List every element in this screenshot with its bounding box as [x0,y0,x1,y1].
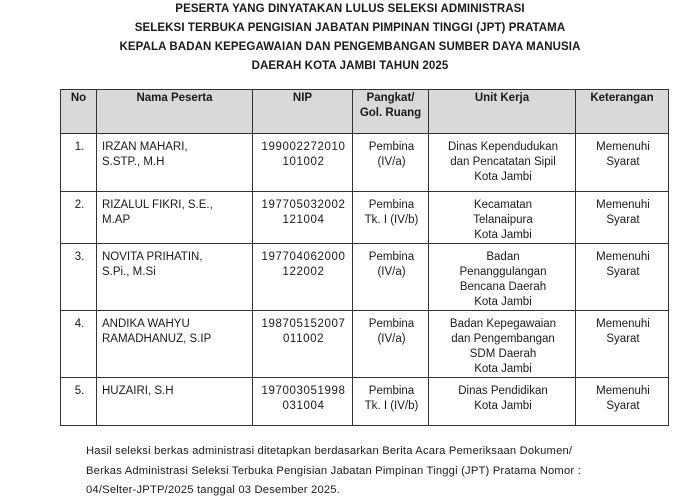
document-title [0,0,700,76]
cell-unit-line: Dinas Pendidikan [458,385,548,397]
table-row [61,244,669,311]
footer-line-1: Hasil seleksi berkas administrasi ditetapkan berdasarkan Berita Acara Pemeriksaan Dokumen/ [86,445,573,457]
cell-unit-line: Bencana Daerah [459,281,547,293]
cell-nip [253,311,353,378]
cell-unit-line: Kota Jambi [474,400,532,412]
footer-note [86,442,686,501]
cell-unit-line: Kecamatan [473,199,533,211]
cell-unit-line: Badan Kepegawaian [449,318,557,330]
table-header-row [61,90,669,134]
cell-nip [253,192,353,244]
cell-unit-line: SDM Daerah [469,348,537,360]
cell-keterangan [576,311,669,378]
cell-nama-line: S.Pi., M.Si [102,266,156,278]
cell-keterangan [576,192,669,244]
header-keterangan: Keterangan [576,90,669,134]
cell-nip [253,244,353,311]
cell-no: 4. [61,311,97,378]
cell-pangkat [353,244,429,311]
cell-pangkat [353,192,429,244]
cell-nama-line: HUZAIRI, S.H [102,385,174,397]
cell-nip-line: 197705032002 [261,199,346,211]
cell-keterangan-line: Memenuhi [596,251,650,263]
header-no: No [61,90,97,134]
cell-nama [97,134,253,192]
header-nama: Nama Peserta [97,90,253,134]
cell-keterangan-line: Syarat [606,214,640,226]
cell-unit-line: Kota Jambi [474,296,532,308]
cell-pangkat-line: Pembina [368,251,415,263]
cell-pangkat-line: (IV/a) [377,333,406,345]
cell-pangkat-line: Pembina [368,318,415,330]
header-nip: NIP [253,90,353,134]
cell-unit-line: dan Pencatatan Sipil [450,156,556,168]
cell-no: 1. [61,134,97,192]
cell-nip [253,134,353,192]
cell-pangkat [353,311,429,378]
cell-unit-line: dan Pengembangan [451,333,555,345]
table-row [61,311,669,378]
cell-unit [429,134,576,192]
cell-pangkat [353,378,429,426]
cell-keterangan-line: Memenuhi [596,199,650,211]
header-pangkat: Pangkat/ Gol. Ruang [353,90,429,134]
cell-nama [97,311,253,378]
cell-nip-line: 197003051998 [261,385,346,397]
cell-nip-line: 199002272010 [261,141,346,153]
cell-keterangan-line: Syarat [606,400,640,412]
cell-pangkat-line: (IV/a) [377,156,406,168]
cell-keterangan-line: Memenuhi [596,385,650,397]
table-row [61,378,669,426]
cell-nip-line: 197704062000 [261,251,346,263]
cell-keterangan-line: Syarat [606,156,640,168]
cell-keterangan [576,244,669,311]
cell-nama [97,244,253,311]
cell-no: 3. [61,244,97,311]
title-line-2: SELEKSI TERBUKA PENGISIAN JABATAN PIMPINAN TINGGI (JPT) PRATAMA [134,22,566,34]
cell-no: 2. [61,192,97,244]
cell-keterangan [576,378,669,426]
footer-line-3: 04/Selter-JPTP/2025 tanggal 03 Desember 2025. [86,484,341,496]
cell-nip-line: 031004 [282,400,325,412]
cell-nama-line: RIZALUL FIKRI, S.E., [102,199,213,211]
title-line-4: DAERAH KOTA JAMBI TAHUN 2025 [251,60,449,72]
cell-unit [429,378,576,426]
cell-unit [429,244,576,311]
cell-pangkat [353,134,429,192]
cell-nip-line: 122002 [282,266,325,278]
cell-keterangan [576,134,669,192]
cell-nama [97,378,253,426]
cell-nip [253,378,353,426]
cell-pangkat-line: Tk. I (IV/b) [364,400,419,412]
cell-nama-line: NOVITA PRIHATIN, [102,251,203,263]
header-unit: Unit Kerja [429,90,576,134]
cell-unit-line: Badan [486,251,520,263]
title-line-3: KEPALA BADAN KEPEGAWAIAN DAN PENGEMBANGAN SUMBER DAYA MANUSIA [119,41,581,53]
cell-no: 5. [61,378,97,426]
footer-line-2: Berkas Administrasi Seleksi Terbuka Pengisian Jabatan Pimpinan Tinggi (JPT) Pratama Nomor : [86,464,581,477]
cell-unit [429,311,576,378]
cell-nip-line: 121004 [282,214,325,226]
cell-nama-line: ANDIKA WAHYU [102,318,190,330]
cell-unit [429,192,576,244]
results-table [60,89,669,426]
cell-pangkat-line: (IV/a) [377,266,406,278]
cell-keterangan-line: Syarat [606,333,640,345]
title-line-1: PESERTA YANG DINYATAKAN LULUS SELEKSI ADMINISTRASI [175,3,525,15]
cell-unit-line: Kota Jambi [474,363,532,375]
cell-pangkat-line: Pembina [368,385,415,397]
cell-nip-line: 011002 [282,333,325,345]
cell-nip-line: 101002 [282,156,325,168]
cell-keterangan-line: Memenuhi [596,141,650,153]
cell-unit-line: Telanaipura [473,214,533,226]
cell-nama-line: S.STP., M.H [102,156,165,168]
table-row [61,134,669,192]
cell-nama [97,192,253,244]
cell-pangkat-line: Pembina [368,199,415,211]
table-body [61,134,669,426]
cell-unit-line: Penanggulangan [459,266,547,278]
table-row [61,192,669,244]
cell-nip-line: 198705152007 [261,318,346,330]
cell-unit-line: Kota Jambi [474,229,532,241]
cell-nama-line: M.AP [102,214,131,226]
cell-keterangan-line: Syarat [606,266,640,278]
cell-pangkat-line: Pembina [368,141,415,153]
cell-keterangan-line: Memenuhi [596,318,650,330]
cell-nama-line: IRZAN MAHARI, [102,141,188,153]
cell-unit-line: Kota Jambi [474,171,532,183]
cell-unit-line: Dinas Kependudukan [448,141,558,153]
cell-pangkat-line: Tk. I (IV/b) [364,214,419,226]
cell-nama-line: RAMADHANUZ, S.IP [102,333,212,345]
